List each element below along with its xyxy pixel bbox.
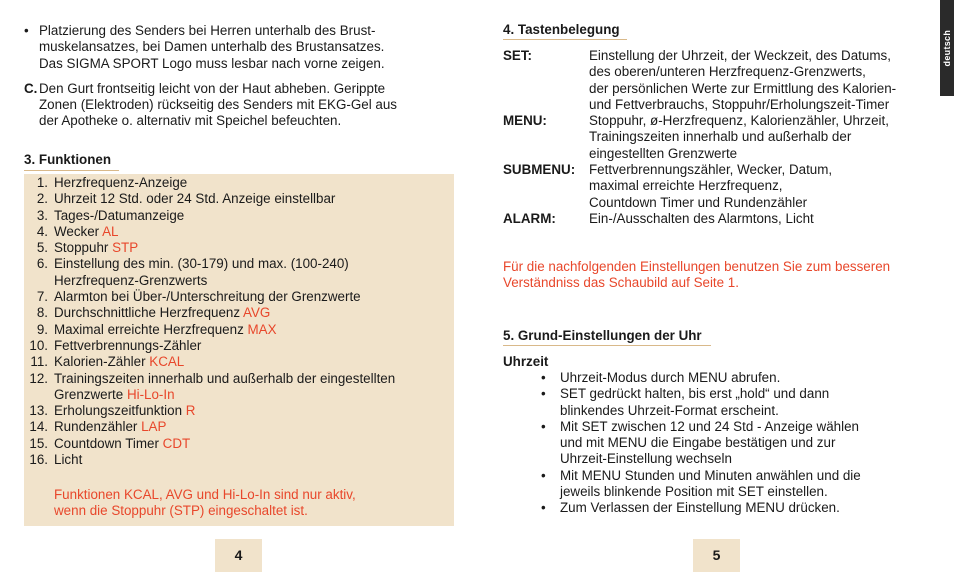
basic-settings-heading-text: 5. Grund-Einstellungen der Uhr bbox=[503, 328, 702, 343]
function-line bbox=[54, 354, 395, 370]
function-line bbox=[54, 273, 395, 289]
key-assignment-list bbox=[503, 48, 933, 227]
bullet-dot: • bbox=[541, 418, 546, 434]
function-line bbox=[54, 256, 395, 272]
functions-note bbox=[54, 487, 356, 520]
function-item bbox=[24, 256, 395, 289]
key-name: ALARM: bbox=[503, 210, 556, 226]
function-item bbox=[24, 224, 395, 240]
function-line bbox=[54, 452, 395, 468]
function-item bbox=[24, 305, 395, 321]
function-text: Rundenzähler bbox=[54, 419, 142, 435]
function-text: Uhrzeit 12 Std. oder 24 Std. Anzeige einstellbar bbox=[54, 191, 336, 207]
function-line bbox=[54, 387, 395, 403]
function-display-code: CDT bbox=[162, 435, 191, 451]
function-number: 10. bbox=[29, 337, 48, 353]
function-number: 8. bbox=[36, 305, 48, 321]
bullet-dot: • bbox=[541, 386, 546, 402]
uhrzeit-step-line: SET gedrückt halten, bis erst „hold“ und dann bbox=[560, 386, 830, 402]
function-text: Grenzwerte bbox=[54, 386, 127, 402]
key-assignment bbox=[503, 211, 933, 227]
keys-heading-underline bbox=[503, 39, 627, 40]
function-line bbox=[54, 224, 395, 240]
key-assignment bbox=[503, 113, 933, 162]
function-text: Wecker bbox=[54, 223, 103, 239]
page-number-right: 5 bbox=[693, 539, 740, 572]
function-number: 13. bbox=[29, 403, 48, 419]
function-display-code: STP bbox=[112, 240, 139, 256]
placement-line: Platzierung des Senders bei Herren unterhalb des Brust- bbox=[39, 23, 376, 38]
key-description-line: Ein-/Ausschalten des Alarmtons, Licht bbox=[589, 210, 814, 226]
function-text: Fettverbrennungs-Zähler bbox=[54, 337, 202, 353]
function-number: 2. bbox=[36, 191, 48, 207]
function-number: 14. bbox=[29, 419, 48, 435]
functions-heading-text: 3. Funktionen bbox=[24, 152, 112, 167]
placement-bullet bbox=[24, 23, 444, 72]
function-number: 6. bbox=[36, 256, 48, 272]
function-number: 11. bbox=[30, 354, 48, 370]
key-name: SUBMENU: bbox=[503, 162, 576, 178]
key-assignment bbox=[503, 162, 933, 211]
function-text: Einstellung des min. (30-179) und max. (100-240) bbox=[54, 256, 349, 272]
function-number: 1. bbox=[36, 175, 48, 190]
uhrzeit-step-line: und mit MENU die Eingabe bestätigen und zur bbox=[560, 435, 836, 451]
intro-section bbox=[24, 23, 444, 130]
uhrzeit-step-line: Uhrzeit-Modus durch MENU abrufen. bbox=[560, 370, 781, 385]
function-line bbox=[54, 208, 395, 224]
function-display-code: AL bbox=[102, 223, 119, 239]
functions-note-line: Funktionen KCAL, AVG und Hi-Lo-In sind nur aktiv, bbox=[54, 487, 356, 502]
uhrzeit-step-line: Mit SET zwischen 12 und 24 Std - Anzeige wählen bbox=[560, 418, 859, 434]
function-item bbox=[24, 191, 395, 207]
function-item bbox=[24, 208, 395, 224]
uhrzeit-step bbox=[541, 419, 901, 468]
function-number: 3. bbox=[36, 207, 48, 223]
function-text: Trainingszeiten innerhalb und außerhalb der eingestellten bbox=[54, 370, 396, 386]
bullet-dot: • bbox=[24, 23, 29, 38]
function-line bbox=[54, 371, 395, 387]
function-text: Erholungszeitfunktion bbox=[54, 403, 186, 419]
uhrzeit-step bbox=[541, 468, 901, 501]
key-description-line: der persönlichen Werte zur Ermittlung des Kalorien- bbox=[589, 80, 897, 96]
function-display-code: R bbox=[185, 403, 196, 419]
function-text: Kalorien-Zähler bbox=[54, 354, 150, 370]
uhrzeit-step-line: Mit MENU Stunden und Minuten anwählen und die bbox=[560, 467, 861, 483]
key-description-line: eingestellten Grenzwerte bbox=[589, 145, 738, 161]
key-description-line: Trainingszeiten innerhalb und außerhalb der bbox=[589, 129, 852, 145]
function-text: Maximal erreichte Herzfrequenz bbox=[54, 321, 248, 337]
key-description-line: des oberen/unteren Herzfrequenz-Grenzwerts, bbox=[589, 64, 866, 80]
uhrzeit-step bbox=[541, 386, 901, 419]
placement-line: muskelansatzes, bei Damen unterhalb des Brustansatzes. bbox=[39, 39, 385, 55]
uhrzeit-step bbox=[541, 500, 901, 516]
function-line bbox=[54, 289, 395, 305]
uhrzeit-subheading: Uhrzeit bbox=[503, 354, 549, 369]
function-line bbox=[54, 436, 395, 452]
function-line bbox=[54, 240, 395, 256]
key-assignment bbox=[503, 48, 933, 113]
placement-line: Das SIGMA SPORT Logo muss lesbar nach vorne zeigen. bbox=[39, 55, 385, 71]
step-c-line: Den Gurt frontseitig leicht von der Haut abheben. Gerippte bbox=[39, 80, 386, 96]
step-c-paragraph bbox=[24, 81, 444, 130]
uhrzeit-step-line: blinkendes Uhrzeit-Format erscheint. bbox=[560, 402, 779, 418]
function-item bbox=[24, 322, 395, 338]
key-name: SET: bbox=[503, 48, 533, 63]
keys-heading bbox=[503, 22, 620, 39]
key-name: MENU: bbox=[503, 113, 547, 129]
function-item bbox=[24, 240, 395, 256]
step-c-line: der Apotheke o. alternativ mit Speichel befeuchten. bbox=[39, 113, 342, 129]
functions-heading-underline bbox=[24, 170, 119, 171]
functions-note-line: wenn die Stoppuhr (STP) eingeschaltet ist. bbox=[54, 503, 308, 519]
uhrzeit-step-line: Uhrzeit-Einstellung wechseln bbox=[560, 451, 732, 467]
key-description-line: maximal erreichte Herzfrequenz, bbox=[589, 178, 783, 194]
function-number: 9. bbox=[36, 321, 48, 337]
function-item bbox=[24, 354, 395, 370]
step-c-letter: C. bbox=[24, 80, 38, 96]
uhrzeit-step-line: jeweils blinkende Position mit SET einstellen. bbox=[560, 484, 828, 500]
key-description-line: Fettverbrennungszähler, Wecker, Datum, bbox=[589, 162, 833, 178]
uhrzeit-step bbox=[541, 370, 901, 386]
function-text: Stoppuhr bbox=[54, 240, 113, 256]
key-description-line: Einstellung der Uhrzeit, der Weckzeit, des Datums, bbox=[589, 48, 891, 63]
function-number: 12. bbox=[29, 370, 48, 386]
function-display-code: AVG bbox=[243, 305, 271, 321]
bullet-dot: • bbox=[541, 370, 546, 385]
function-item bbox=[24, 338, 395, 354]
key-description-line: und Fettverbrauchs, Stoppuhr/Erholungszeit-Timer bbox=[589, 96, 890, 112]
function-item bbox=[24, 436, 395, 452]
function-item bbox=[24, 175, 395, 191]
function-item bbox=[24, 371, 395, 404]
function-text: Herzfrequenz-Grenzwerts bbox=[54, 272, 208, 288]
uhrzeit-steps bbox=[541, 370, 901, 517]
function-number: 16. bbox=[29, 452, 48, 468]
bullet-dot: • bbox=[541, 467, 546, 483]
function-number: 7. bbox=[36, 289, 48, 305]
function-item bbox=[24, 419, 395, 435]
function-text: Alarmton bei Über-/Unterschreitung der Grenzwerte bbox=[54, 289, 361, 305]
function-number: 15. bbox=[29, 435, 48, 451]
function-text: Durchschnittliche Herzfrequenz bbox=[54, 305, 244, 321]
function-display-code: KCAL bbox=[149, 354, 185, 370]
key-description-line: Stoppuhr, ø-Herzfrequenz, Kalorienzähler, Uhrzeit, bbox=[589, 113, 889, 129]
function-line bbox=[54, 305, 395, 321]
function-display-code: LAP bbox=[141, 419, 167, 435]
uhrzeit-step-line: Zum Verlassen der Einstellung MENU drücken. bbox=[560, 500, 840, 516]
function-line bbox=[54, 322, 395, 338]
function-line bbox=[54, 175, 395, 191]
keys-heading-text: 4. Tastenbelegung bbox=[503, 22, 620, 37]
function-line bbox=[54, 419, 395, 435]
function-text: Countdown Timer bbox=[54, 435, 163, 451]
page-number-left: 4 bbox=[215, 539, 262, 572]
settings-note-line: Verständniss das Schaubild auf Seite 1. bbox=[503, 275, 739, 291]
function-item bbox=[24, 289, 395, 305]
language-tab bbox=[940, 0, 954, 96]
settings-note-line: Für die nachfolgenden Einstellungen benutzen Sie zum besseren bbox=[503, 259, 891, 274]
key-description-line: Countdown Timer und Rundenzähler bbox=[589, 194, 808, 210]
functions-heading bbox=[24, 152, 111, 169]
function-line bbox=[54, 338, 395, 354]
function-item bbox=[24, 403, 395, 419]
function-item bbox=[24, 452, 395, 468]
function-number: 5. bbox=[36, 240, 48, 256]
function-display-code: Hi-Lo-In bbox=[126, 386, 175, 402]
functions-list bbox=[24, 175, 395, 468]
function-line bbox=[54, 191, 395, 207]
language-tab-label: deutsch bbox=[941, 29, 952, 67]
basic-settings-heading bbox=[503, 328, 702, 345]
function-text: Tages-/Datumanzeige bbox=[54, 207, 185, 223]
function-text: Licht bbox=[54, 452, 83, 468]
function-display-code: MAX bbox=[247, 321, 277, 337]
function-line bbox=[54, 403, 395, 419]
step-c-line: Zonen (Elektroden) rückseitig des Senders mit EKG-Gel aus bbox=[39, 97, 397, 113]
function-text: Herzfrequenz-Anzeige bbox=[54, 175, 188, 190]
function-number: 4. bbox=[36, 223, 48, 239]
bullet-dot: • bbox=[541, 500, 546, 516]
basic-settings-heading-underline bbox=[503, 345, 711, 346]
settings-note bbox=[503, 259, 933, 292]
functions-panel bbox=[24, 174, 454, 526]
